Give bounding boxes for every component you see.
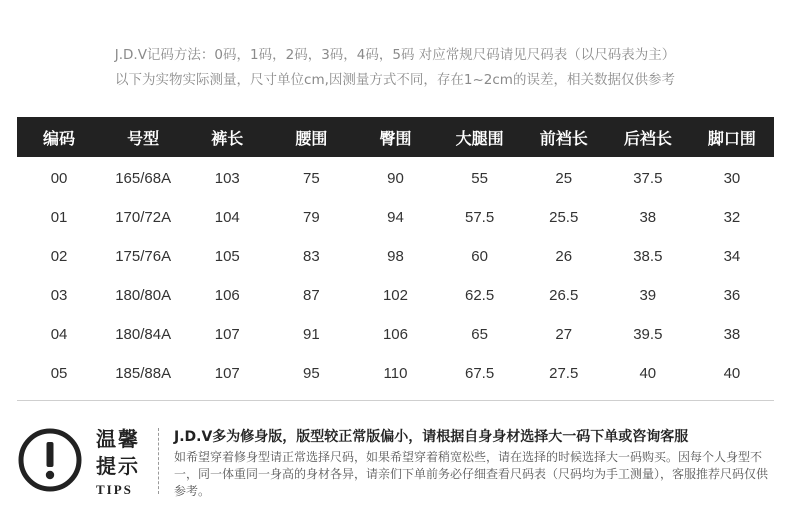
table-cell: 105 <box>214 248 240 265</box>
table-cell: 26.5 <box>549 287 579 304</box>
tips-title <box>96 426 144 480</box>
table-cell: 107 <box>214 365 240 382</box>
col-header-hip: 臀围 <box>353 117 437 157</box>
table-cell: 40 <box>639 365 657 382</box>
table-cell: 107 <box>214 326 240 343</box>
table-row <box>17 276 774 315</box>
table-cell: 79 <box>303 209 320 226</box>
table-cell: 67.5 <box>465 365 495 382</box>
table-cell: 175/76A <box>115 248 172 265</box>
table-cell: 04 <box>50 326 68 343</box>
tips-title-line-1: 温馨 <box>96 427 140 451</box>
table-cell: 95 <box>303 365 320 382</box>
tips-title-line-2: 提示 <box>96 454 140 478</box>
table-cell: 106 <box>382 326 408 343</box>
table-row <box>17 354 774 393</box>
table-cell: 57.5 <box>465 209 495 226</box>
col-header-size: 号型 <box>101 117 185 157</box>
table-cell: 01 <box>50 209 68 226</box>
notice-headline: J.D.V多为修身版，版型较正常版偏小，请根据自身身材选择大一码下单或咨询客服 <box>174 429 689 445</box>
table-cell: 106 <box>214 287 240 304</box>
table-cell: 60 <box>471 248 488 265</box>
table-cell: 38 <box>639 209 657 226</box>
table-cell: 65 <box>471 326 488 343</box>
table-cell: 38.5 <box>633 248 663 265</box>
table-cell: 170/72A <box>115 209 172 226</box>
table-cell: 25.5 <box>549 209 579 226</box>
table-cell: 103 <box>214 170 240 187</box>
table-cell: 180/80A <box>115 287 172 304</box>
table-cell: 40 <box>723 365 741 382</box>
table-cell: 36 <box>723 287 741 304</box>
table-cell: 180/84A <box>115 326 172 343</box>
table-row <box>17 157 774 198</box>
table-cell: 104 <box>214 209 240 226</box>
intro-line-1: J.D.V记码方法：0码，1码，2码，3码，4码，5码 对应常规尺码请见尺码表（以尺码表为主） <box>114 47 676 63</box>
intro-line-2: 以下为实物实际测量，尺寸单位cm,因测量方式不同，存在1~2cm的误差，相关数据仅供参考 <box>115 72 675 88</box>
table-cell: 91 <box>303 326 320 343</box>
table-cell: 25 <box>555 170 573 187</box>
table-cell: 26 <box>555 248 573 265</box>
col-header-length: 裤长 <box>185 117 269 157</box>
table-cell: 00 <box>50 170 68 187</box>
table-cell: 55 <box>471 170 488 187</box>
table-cell: 38 <box>723 326 741 343</box>
table-cell: 37.5 <box>633 170 663 187</box>
table-cell: 87 <box>303 287 320 304</box>
table-cell: 102 <box>382 287 408 304</box>
divider <box>17 400 774 401</box>
table-cell: 165/68A <box>115 170 172 187</box>
size-table <box>17 117 774 393</box>
table-cell: 39.5 <box>633 326 663 343</box>
dashed-divider <box>158 428 159 494</box>
table-cell: 185/88A <box>115 365 172 382</box>
table-cell: 02 <box>50 248 68 265</box>
col-header-waist: 腰围 <box>269 117 353 157</box>
table-cell: 27.5 <box>549 365 579 382</box>
table-cell: 34 <box>723 248 741 265</box>
col-header-code: 编码 <box>17 117 101 157</box>
col-header-leg-opening: 脚口围 <box>690 117 774 157</box>
notice-body: 如希望穿着修身型请正常选择尺码，如果希望穿着稍宽松些，请在选择的时候选择大一码购买。因每个人身型不一，同一体重同一身高的身材各异，请亲们下单前务必仔细查看尺码表（尺码均为手工测量），客服推荐尺码仅供参考。 <box>174 450 769 498</box>
table-cell: 30 <box>723 170 741 187</box>
table-cell: 83 <box>303 248 320 265</box>
tips-title-en: TIPS <box>96 482 133 497</box>
table-row <box>17 237 774 276</box>
header-row <box>17 117 774 157</box>
table-cell: 62.5 <box>465 287 495 304</box>
table-cell: 110 <box>383 365 408 382</box>
table-cell: 03 <box>50 287 68 304</box>
table-row <box>17 315 774 354</box>
table-cell: 05 <box>50 365 68 382</box>
table-cell: 94 <box>387 209 404 226</box>
table-row <box>17 198 774 237</box>
col-header-thigh: 大腿围 <box>438 117 522 157</box>
table-cell: 75 <box>303 170 320 187</box>
table-cell: 32 <box>723 209 741 226</box>
col-header-back-rise: 后裆长 <box>606 117 690 157</box>
exclamation-circle-icon <box>18 428 82 492</box>
table-cell: 39 <box>639 287 657 304</box>
table-cell: 98 <box>387 248 404 265</box>
table-cell: 27 <box>555 326 573 343</box>
table-cell: 90 <box>387 170 404 187</box>
notice <box>174 427 774 500</box>
col-header-front-rise: 前裆长 <box>522 117 606 157</box>
